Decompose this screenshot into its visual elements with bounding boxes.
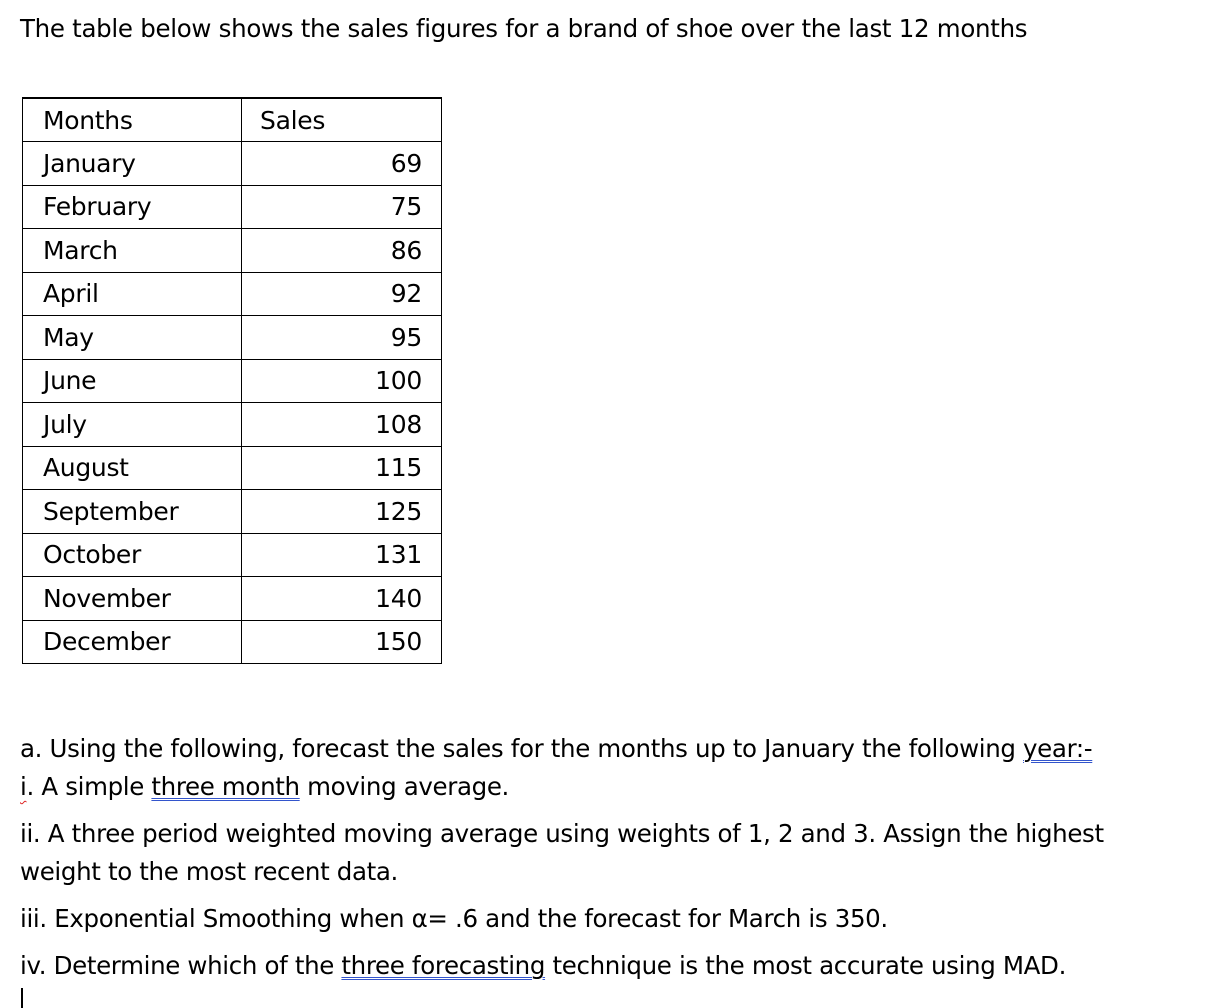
column-header-months: Months bbox=[23, 98, 242, 142]
question-iv-underlined: three forecasting bbox=[341, 951, 546, 980]
question-iv-text: iv. Determine which of the bbox=[20, 951, 342, 980]
question-iv-text-end: technique is the most accurate using MAD. bbox=[545, 951, 1067, 980]
table-header-row bbox=[23, 98, 442, 142]
sales-cell: 95 bbox=[242, 316, 442, 360]
table-row bbox=[23, 272, 442, 316]
table-row bbox=[23, 446, 442, 490]
table-row bbox=[23, 490, 442, 534]
question-i-underlined: three month bbox=[151, 772, 300, 801]
sales-cell: 69 bbox=[242, 142, 442, 186]
month-cell: September bbox=[23, 490, 242, 534]
table-row bbox=[23, 185, 442, 229]
question-ii-line2: weight to the most recent data. bbox=[20, 857, 398, 886]
text-cursor bbox=[21, 988, 23, 1008]
sales-cell: 131 bbox=[242, 533, 442, 577]
sales-cell: 86 bbox=[242, 229, 442, 273]
question-i-text-end: moving average. bbox=[299, 772, 509, 801]
sales-cell: 115 bbox=[242, 446, 442, 490]
table-row bbox=[23, 577, 442, 621]
month-cell: February bbox=[23, 185, 242, 229]
table-row bbox=[23, 142, 442, 186]
question-ii-line1: ii. A three period weighted moving average using weights of 1, 2 and 3. Assign the highest bbox=[20, 819, 1104, 848]
month-cell: October bbox=[23, 533, 242, 577]
question-i-marker: i bbox=[20, 772, 27, 801]
month-cell: January bbox=[23, 142, 242, 186]
sales-cell: 150 bbox=[242, 620, 442, 664]
month-cell: November bbox=[23, 577, 242, 621]
intro-text: The table below shows the sales figures for a brand of shoe over the last 12 months bbox=[20, 14, 1028, 43]
column-header-sales: Sales bbox=[242, 98, 442, 142]
question-iv bbox=[20, 947, 1104, 985]
table-row bbox=[23, 229, 442, 273]
question-a-text: a. Using the following, forecast the sales for the months up to January the following bbox=[20, 734, 1024, 763]
table-row bbox=[23, 403, 442, 447]
questions-block bbox=[20, 730, 1104, 985]
month-cell: December bbox=[23, 620, 242, 664]
month-cell: April bbox=[23, 272, 242, 316]
sales-cell: 125 bbox=[242, 490, 442, 534]
sales-cell: 75 bbox=[242, 185, 442, 229]
sales-table bbox=[22, 97, 442, 664]
table-row bbox=[23, 533, 442, 577]
month-cell: June bbox=[23, 359, 242, 403]
month-cell: May bbox=[23, 316, 242, 360]
question-a bbox=[20, 730, 1104, 768]
question-i-text: . A simple bbox=[26, 772, 152, 801]
question-a-underlined: year:- bbox=[1023, 734, 1093, 763]
sales-cell: 100 bbox=[242, 359, 442, 403]
month-cell: August bbox=[23, 446, 242, 490]
sales-cell: 140 bbox=[242, 577, 442, 621]
table-row bbox=[23, 359, 442, 403]
sales-cell: 92 bbox=[242, 272, 442, 316]
question-i bbox=[20, 768, 1104, 806]
table-row bbox=[23, 316, 442, 360]
sales-cell: 108 bbox=[242, 403, 442, 447]
month-cell: March bbox=[23, 229, 242, 273]
table-row bbox=[23, 620, 442, 664]
month-cell: July bbox=[23, 403, 242, 447]
question-iii: iii. Exponential Smoothing when α= .6 and the forecast for March is 350. bbox=[20, 904, 888, 933]
